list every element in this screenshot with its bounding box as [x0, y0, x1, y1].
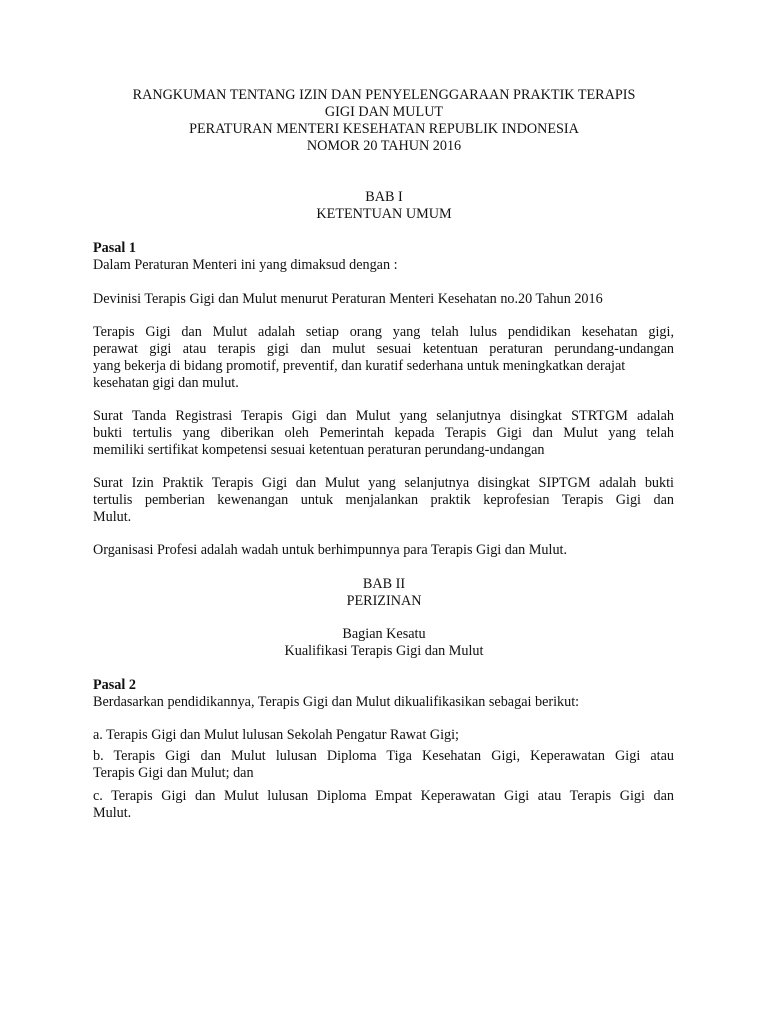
definition-sentence: Devinisi Terapis Gigi dan Mulut menurut Peraturan Menteri Kesehatan no.20 Tahun 2016 — [93, 291, 603, 307]
pasal-2-intro: Berdasarkan pendidikannya, Terapis Gigi dan Mulut dikualifikasikan sebagai berikut: — [93, 694, 580, 710]
para-str-line-1: Surat Tanda Registrasi Terapis Gigi dan Mulut yang selanjutnya disingkat STRTGM adalah — [93, 408, 674, 424]
para-terapis-line-2: perawat gigi atau terapis gigi dan mulut sesuai ketentuan peraturan perundang-undangan — [93, 341, 674, 357]
para-sip-line-1: Surat Izin Praktik Terapis Gigi dan Mulut yang selanjutnya disingkat SIPTGM adalah bukti — [93, 475, 674, 491]
para-str-line-2: bukti tertulis yang diberikan oleh Pemerintah kepada Terapis Gigi dan Mulut yang telah — [93, 425, 674, 441]
title-line-1: RANGKUMAN TENTANG IZIN DAN PENYELENGGARAAN PRAKTIK TERAPIS — [132, 87, 636, 103]
list-item-b-line-1: b. Terapis Gigi dan Mulut lulusan Diploma Tiga Kesehatan Gigi, Keperawatan Gigi atau — [93, 748, 674, 764]
para-terapis-line-4: kesehatan gigi dan mulut. — [93, 375, 239, 391]
title-line-2: GIGI DAN MULUT — [324, 104, 444, 120]
pasal-1-intro: Dalam Peraturan Menteri ini yang dimaksud dengan : — [93, 257, 398, 273]
chapter-2-title: PERIZINAN — [346, 593, 422, 609]
chapter-2-number: BAB II — [362, 576, 406, 592]
list-item-a: a. Terapis Gigi dan Mulut lulusan Sekolah Pengatur Rawat Gigi; — [93, 727, 459, 743]
section-label: Bagian Kesatu — [342, 626, 426, 642]
pasal-1-heading: Pasal 1 — [93, 240, 136, 256]
chapter-1-number: BAB I — [365, 189, 403, 205]
para-sip-line-3: Mulut. — [93, 509, 132, 525]
list-item-b-line-2: Terapis Gigi dan Mulut; dan — [93, 765, 254, 781]
section-title: Kualifikasi Terapis Gigi dan Mulut — [284, 643, 484, 659]
list-item-c-line-2: Mulut. — [93, 805, 132, 821]
para-terapis-line-3: yang bekerja di bidang promotif, preventif, dan kuratif sederhana untuk meningkatkan derajat — [93, 358, 626, 374]
pasal-2-heading: Pasal 2 — [93, 677, 136, 693]
para-str-line-3: memiliki sertifikat kompetensi sesuai ketentuan peraturan perundang-undangan — [93, 442, 545, 458]
list-item-c-line-1: c. Terapis Gigi dan Mulut lulusan Diploma Empat Keperawatan Gigi atau Terapis Gigi dan — [93, 788, 674, 804]
chapter-1-title: KETENTUAN UMUM — [316, 206, 452, 222]
para-sip-line-2: tertulis pemberian kewenangan untuk menjalankan praktik keprofesian Terapis Gigi dan — [93, 492, 674, 508]
title-line-3: PERATURAN MENTERI KESEHATAN REPUBLIK INDONESIA — [189, 121, 579, 137]
title-line-4: NOMOR 20 TAHUN 2016 — [306, 138, 462, 154]
para-organisasi: Organisasi Profesi adalah wadah untuk berhimpunnya para Terapis Gigi dan Mulut. — [93, 542, 568, 558]
para-terapis-line-1: Terapis Gigi dan Mulut adalah setiap orang yang telah lulus pendidikan kesehatan gigi, — [93, 324, 674, 340]
